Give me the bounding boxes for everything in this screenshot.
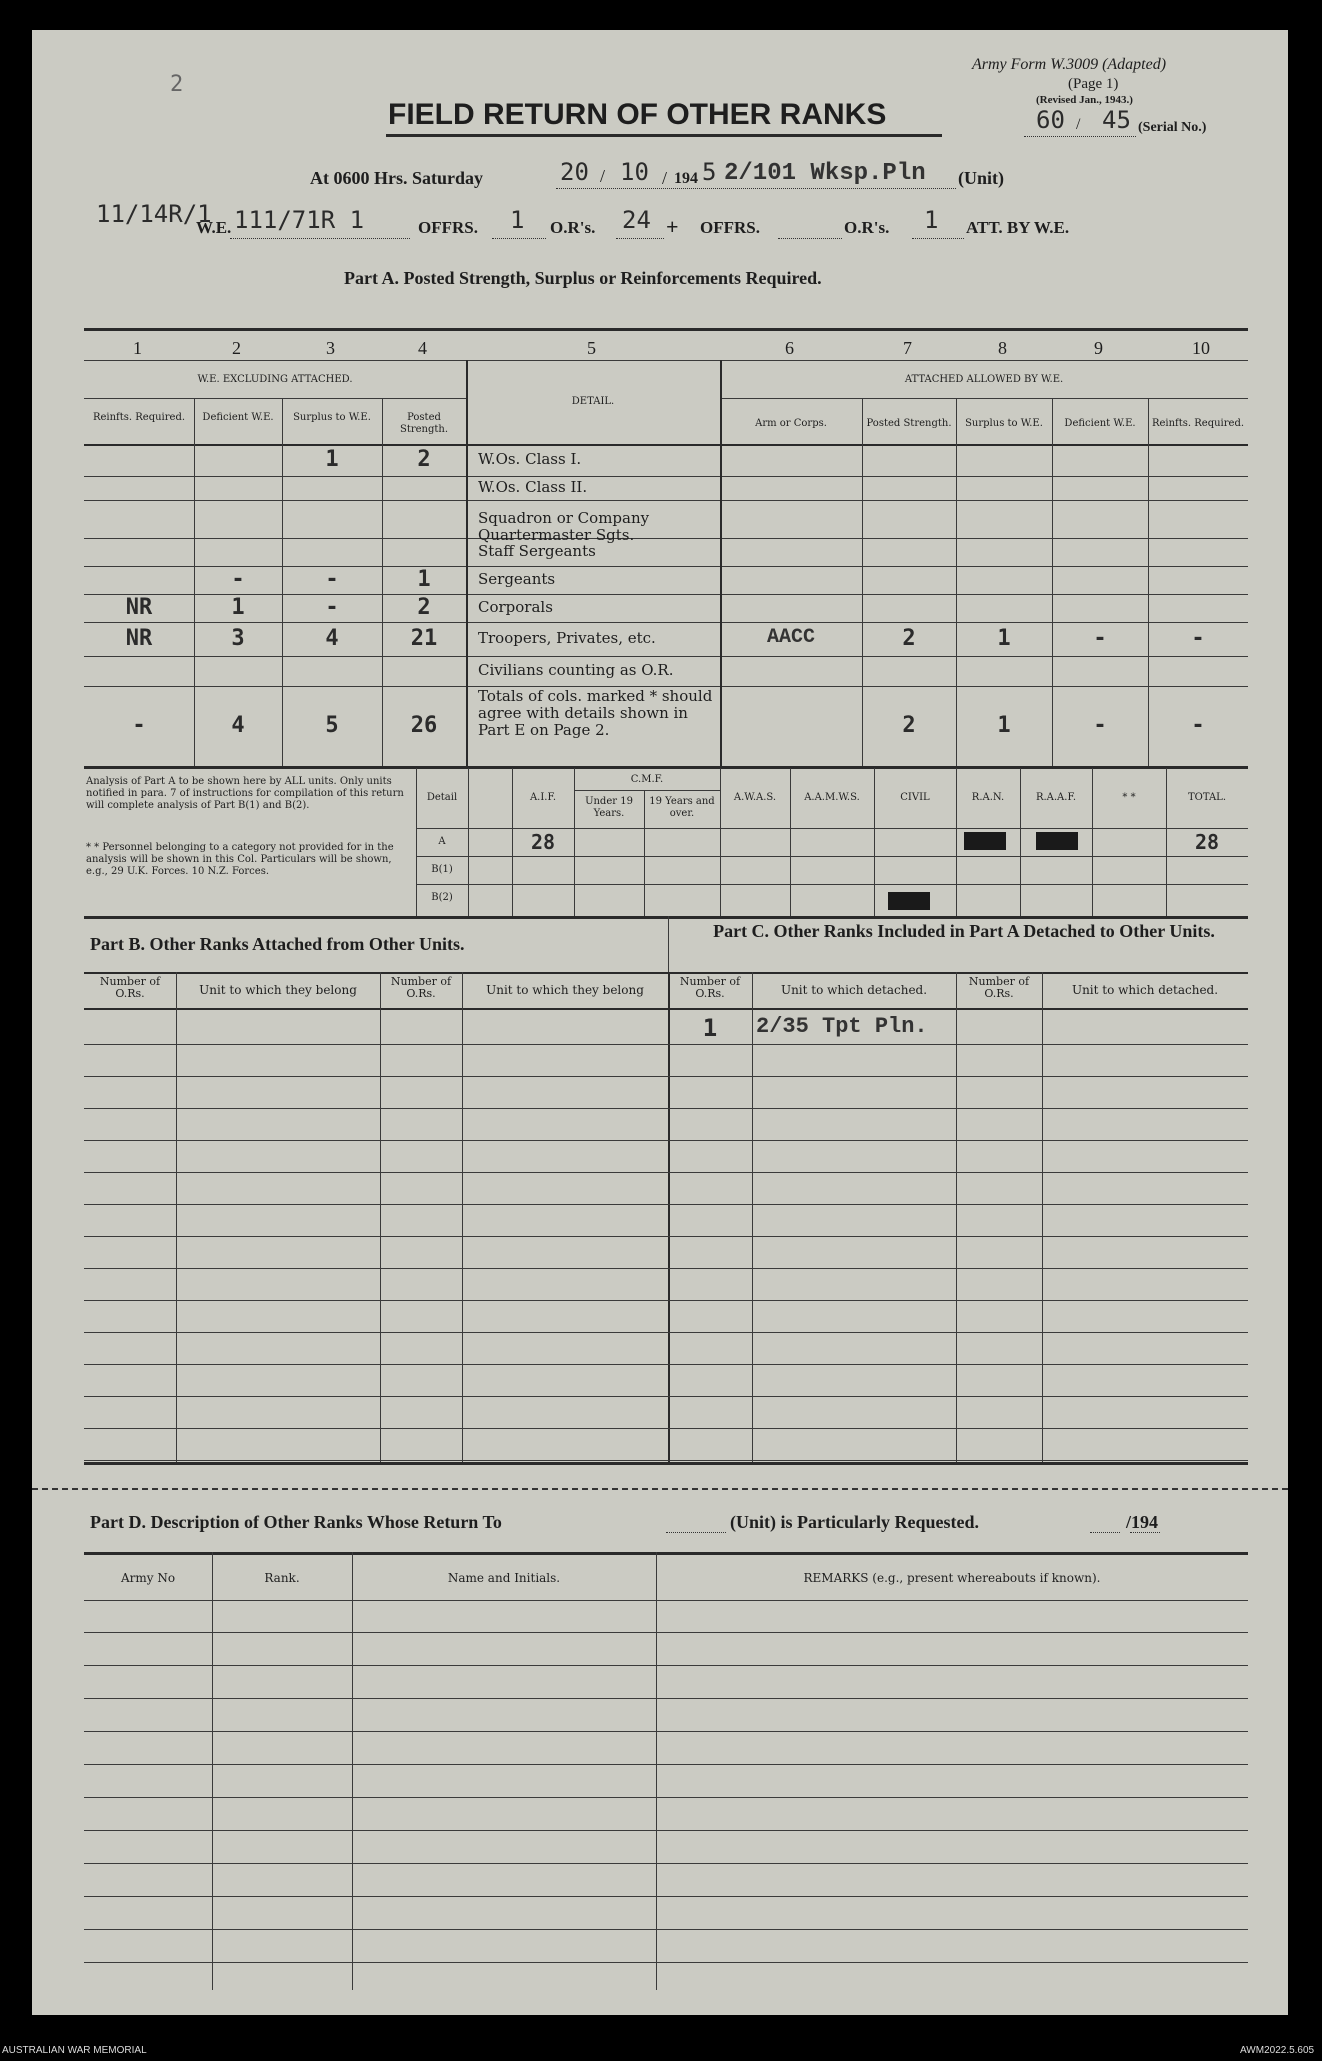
part-bc-header: Number of O.Rs. — [99, 975, 161, 1000]
offrs-label: OFFRS. — [418, 218, 478, 237]
col-number: 4 — [418, 338, 427, 358]
revised-date: (Revised Jan., 1943.) — [1036, 94, 1133, 106]
col-number: 8 — [998, 338, 1007, 358]
sub-header: Surplus to W.E. — [293, 412, 371, 423]
col-number: 5 — [587, 338, 596, 358]
analysis-head-civil: CIVIL — [900, 792, 930, 803]
row-cell: 26 — [410, 713, 438, 738]
offrs-value: 1 — [510, 206, 525, 234]
row-cell: - — [1093, 713, 1107, 738]
analysis-head-other: * * — [1122, 792, 1136, 803]
row-cell: - — [1191, 713, 1205, 738]
page-number: (Page 1) — [1068, 76, 1119, 92]
sub-header: Deficient W.E. — [1064, 418, 1136, 429]
part-d-date: /194 — [1126, 1512, 1159, 1532]
footer-left: AUSTRALIAN WAR MEMORIAL — [2, 2045, 147, 2056]
offrs2-label: OFFRS. — [700, 218, 760, 237]
row-cell: 1 — [325, 447, 339, 472]
row-label: Totals of cols. marked * should agree with details shown in Part E on Page 2. — [478, 687, 713, 739]
or-value: 24 — [622, 206, 651, 234]
part-d-header: Name and Initials. — [447, 1571, 561, 1585]
part-d-unit-label: (Unit) is Particularly Requested. — [730, 1512, 979, 1532]
part-a-title: Part A. Posted Strength, Surplus or Reinforcements Required. — [344, 268, 822, 288]
we-value: 111/71R 1 — [234, 206, 365, 234]
row-cell: 2 — [902, 713, 916, 738]
sub-header: Reinfts. Required. — [1151, 418, 1245, 429]
footer-right: AWM2022.5.605 — [1240, 2045, 1315, 2056]
att-label: ATT. BY W.E. — [966, 218, 1070, 237]
analysis-aif-value: 28 — [530, 830, 556, 854]
row-cell: 4 — [325, 626, 339, 651]
col-number: 6 — [785, 338, 794, 358]
analysis-head-ran: R.A.N. — [971, 792, 1005, 803]
part-bc-header: Unit to which detached. — [780, 983, 928, 997]
redaction-box — [964, 832, 1006, 850]
sub-header: Surplus to W.E. — [965, 418, 1043, 429]
row-cell: 21 — [410, 626, 438, 651]
analysis-head-raaf: R.A.A.F. — [1035, 792, 1077, 803]
col-number: 9 — [1094, 338, 1103, 358]
col-number: 1 — [133, 338, 142, 358]
row-cell: 2 — [902, 626, 916, 651]
analysis-row-label: A — [438, 836, 446, 847]
sub-header: Posted Strength. — [399, 412, 449, 435]
month: 10 — [620, 158, 649, 186]
plus-sign: + — [666, 214, 679, 239]
row-label: Sergeants — [478, 570, 556, 588]
analysis-head-under19: Under 19 Years. — [585, 796, 633, 819]
part-bc-header: Unit to which they belong — [486, 983, 644, 997]
page-title: FIELD RETURN OF OTHER RANKS — [388, 98, 887, 131]
serial-b: 45 — [1102, 106, 1131, 134]
row-label: Squadron or Company Quartermaster Sgts. — [478, 509, 650, 544]
analysis-head-detail: Detail — [426, 792, 458, 803]
part-c-title: Part C. Other Ranks Included in Part A Detached to Other Units. — [713, 921, 1215, 941]
row-label: Civilians counting as O.R. — [478, 661, 674, 679]
part-b-title: Part B. Other Ranks Attached from Other Units. — [90, 934, 465, 954]
analysis-head-aamws: A.A.M.W.S. — [804, 792, 860, 803]
analysis-head-awas: A.W.A.S. — [733, 792, 777, 803]
detail-header: DETAIL. — [571, 396, 615, 407]
sub-header: Reinfts. Required. — [92, 412, 186, 423]
row-cell: - — [231, 567, 245, 592]
serial-label: (Serial No.) — [1138, 120, 1207, 135]
day: 20 — [560, 158, 589, 186]
row-cell: 1 — [997, 713, 1011, 738]
row-cell: 1 — [997, 626, 1011, 651]
row-cell: 1 — [417, 567, 431, 592]
row-label: W.Os. Class II. — [478, 478, 588, 496]
col-number: 3 — [326, 338, 335, 358]
we-label: W.E. — [196, 218, 232, 237]
row-cell: AACC — [766, 626, 815, 649]
row-label: Troopers, Privates, etc. — [478, 629, 656, 647]
form-id: Army Form W.3009 (Adapted) — [972, 56, 1167, 73]
col-number: 2 — [232, 338, 241, 358]
at-label: At 0600 Hrs. Saturday — [310, 168, 484, 188]
row-cell: - — [325, 567, 339, 592]
or-label: O.R's. — [550, 218, 596, 237]
row-cell: - — [325, 595, 339, 620]
or2-value: 1 — [924, 206, 939, 234]
group-left-header: W.E. EXCLUDING ATTACHED. — [197, 374, 353, 385]
analysis-head-aif: A.I.F. — [529, 792, 557, 803]
row-label: Staff Sergeants — [478, 542, 596, 560]
part-d-header: Rank. — [264, 1571, 300, 1585]
part-bc-header: Number of O.Rs. — [968, 975, 1030, 1000]
analysis-row-label: B(1) — [431, 864, 453, 875]
unit-label: (Unit) — [958, 168, 1004, 188]
unit-name: 2/101 Wksp.Pln — [724, 160, 926, 187]
part-c-row-unit: 2/35 Tpt Pln. — [756, 1014, 928, 1039]
col-number: 10 — [1192, 338, 1210, 358]
or2-label: O.R's. — [844, 218, 890, 237]
group-right-header: ATTACHED ALLOWED BY W.E. — [904, 374, 1064, 385]
sub-header: Posted Strength. — [866, 418, 952, 429]
row-cell: - — [1093, 626, 1107, 651]
year-digit: 5 — [702, 158, 717, 186]
part-c-row-number: 1 — [702, 1014, 718, 1042]
redaction-box — [1036, 832, 1078, 850]
row-label: W.Os. Class I. — [478, 450, 582, 468]
sub-header: Deficient W.E. — [202, 412, 274, 423]
row-cell: 5 — [325, 713, 339, 738]
analysis-row-label: B(2) — [431, 892, 453, 903]
analysis-total-value: 28 — [1194, 830, 1220, 854]
serial-a: 60 — [1036, 106, 1065, 134]
col-number: 7 — [903, 338, 912, 358]
part-bc-header: Number of O.Rs. — [390, 975, 452, 1000]
row-cell: - — [132, 713, 146, 738]
corner-mark: 2 — [170, 72, 184, 97]
sub-header: Arm or Corps. — [755, 418, 827, 429]
part-d-title: Part D. Description of Other Ranks Whose Return To — [90, 1512, 502, 1532]
analysis-head-cmf: C.M.F. — [630, 774, 664, 785]
row-cell: 2 — [417, 447, 431, 472]
row-cell: 4 — [231, 713, 245, 738]
part-bc-header: Unit to which detached. — [1071, 983, 1219, 997]
part-d-header: Army No — [120, 1571, 176, 1585]
reference: 11/14R/1 — [96, 200, 212, 228]
row-cell: 3 — [231, 626, 245, 651]
part-bc-header: Unit to which they belong — [199, 983, 357, 997]
row-cell: - — [1191, 626, 1205, 651]
row-cell: NR — [125, 626, 153, 651]
analysis-head-total: TOTAL. — [1187, 792, 1227, 803]
year-prefix: 194 — [674, 170, 698, 187]
row-cell: 1 — [231, 595, 245, 620]
row-cell: 2 — [417, 595, 431, 620]
row-cell: NR — [125, 595, 153, 620]
redaction-box — [888, 892, 930, 910]
row-label: Corporals — [478, 598, 553, 616]
analysis-note: Analysis of Part A to be shown here by ALL units. Only units notified in para. 7 of instructions for compilation of this return will complete analysis of Part B(1) and B(2). — [86, 776, 404, 811]
part-bc-header: Number of O.Rs. — [679, 975, 741, 1000]
analysis-footnote: * * Personnel belonging to a category not provided for in the analysis will be shown in this Col. Particulars will be shown, e.g., 29 U.K. Forces. 10 N.Z. Forces. — [86, 842, 394, 877]
part-d-header: REMARKS (e.g., present whereabouts if known). — [803, 1571, 1101, 1585]
analysis-head-over19: 19 Years and over. — [649, 796, 715, 819]
